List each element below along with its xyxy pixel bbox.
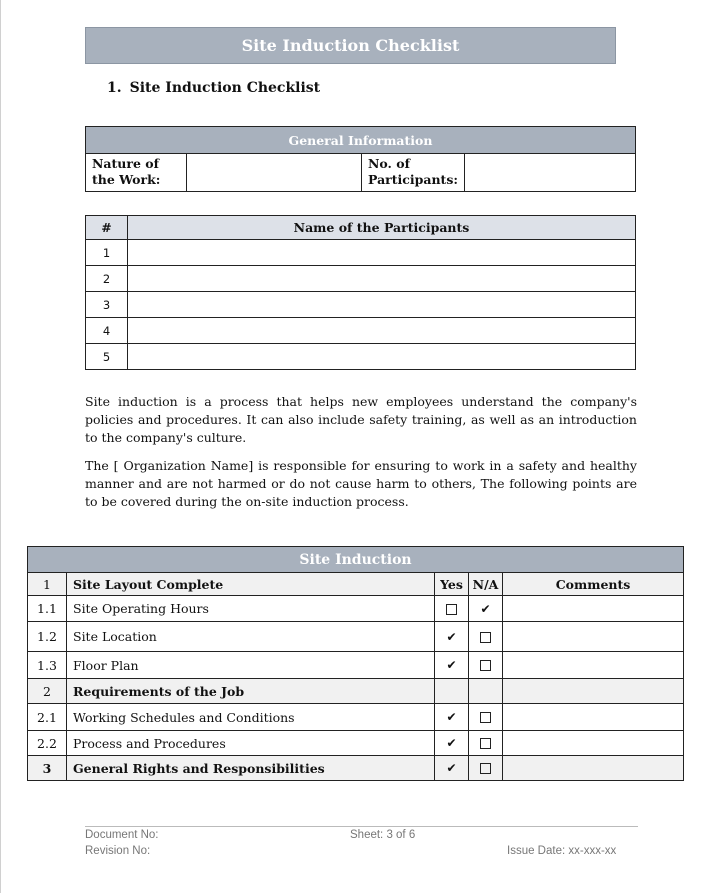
table-row (28, 596, 684, 622)
checkmark-icon[interactable]: ✔ (446, 710, 457, 724)
site-induction-table (27, 546, 684, 781)
table-row (28, 756, 684, 781)
row-item: General Rights and Responsibilities (67, 756, 435, 781)
general-information-table (85, 126, 636, 192)
empty-checkbox-icon[interactable] (446, 604, 457, 615)
page-edge (0, 0, 1, 893)
sheet-number: Sheet: 3 of 6 (350, 829, 416, 841)
document-title-banner: Site Induction Checklist (85, 27, 616, 64)
comments-field[interactable] (503, 622, 684, 652)
na-checkbox-cell[interactable] (469, 652, 503, 679)
participants-name-header: Name of the Participants (128, 216, 636, 240)
participant-index: 3 (86, 292, 128, 318)
participant-index: 1 (86, 240, 128, 266)
table-row (28, 704, 684, 731)
section-number: 1. (107, 80, 122, 96)
participants-count-field[interactable] (464, 154, 635, 192)
checkmark-icon[interactable]: ✔ (446, 761, 457, 775)
checkmark-icon[interactable]: ✔ (446, 736, 457, 750)
row-number: 2.2 (28, 731, 67, 756)
participant-name-field[interactable] (128, 240, 636, 266)
participant-index: 5 (86, 344, 128, 370)
empty-checkbox-icon[interactable] (480, 632, 491, 643)
responsibility-paragraph: The [ Organization Name] is responsible for ensuring to work in a safety and healthy manner and are not harmed or do not cause harm to others, The following points are to be covered during the on-site induction process. (85, 458, 637, 509)
row-item: Site Layout Complete (67, 573, 435, 596)
row-item: Site Operating Hours (67, 596, 435, 622)
participant-index: 2 (86, 266, 128, 292)
na-checkbox-cell[interactable] (469, 596, 503, 622)
checkmark-icon[interactable]: ✔ (480, 601, 491, 616)
empty-checkbox-icon[interactable] (480, 660, 491, 671)
row-item: Floor Plan (67, 652, 435, 679)
table-row (28, 679, 684, 704)
document-number-label: Document No: (85, 829, 159, 841)
table-row (86, 266, 636, 292)
na-checkbox-cell[interactable] (469, 679, 503, 704)
yes-checkbox-cell[interactable] (435, 679, 469, 704)
yes-checkbox-cell[interactable] (435, 652, 469, 679)
checkmark-icon[interactable]: ✔ (446, 629, 457, 644)
row-number: 1.3 (28, 652, 67, 679)
participant-name-field[interactable] (128, 318, 636, 344)
site-induction-title: Site Induction (28, 547, 684, 573)
nature-of-work-field[interactable] (187, 154, 362, 192)
na-column-header: N/A (469, 573, 503, 596)
na-checkbox-cell[interactable] (469, 731, 503, 756)
participants-index-header: # (86, 216, 128, 240)
intro-paragraph: Site induction is a process that helps new employees understand the company's policies and procedures. It can also include safety training, as well as an introduction to the company's culture. (85, 394, 637, 445)
table-row (28, 622, 684, 652)
empty-checkbox-icon[interactable] (480, 738, 491, 749)
table-row (28, 731, 684, 756)
comments-field[interactable] (503, 704, 684, 731)
row-number: 2 (28, 679, 67, 704)
empty-checkbox-icon[interactable] (480, 712, 491, 723)
row-number: 2.1 (28, 704, 67, 731)
table-header-row (28, 573, 684, 596)
checkmark-icon[interactable]: ✔ (446, 658, 457, 672)
row-item: Working Schedules and Conditions (67, 704, 435, 731)
row-number: 1 (28, 573, 67, 596)
na-checkbox-cell[interactable] (469, 704, 503, 731)
comments-field[interactable] (503, 596, 684, 622)
row-number: 3 (28, 756, 67, 781)
yes-checkbox-cell[interactable] (435, 731, 469, 756)
comments-field[interactable] (503, 679, 684, 704)
section-heading-text: Site Induction Checklist (129, 80, 321, 96)
yes-checkbox-cell[interactable] (435, 756, 469, 781)
table-row (86, 292, 636, 318)
table-row (28, 652, 684, 679)
participant-name-field[interactable] (128, 344, 636, 370)
participant-name-field[interactable] (128, 292, 636, 318)
participant-name-field[interactable] (128, 266, 636, 292)
row-item: Requirements of the Job (67, 679, 435, 704)
empty-checkbox-icon[interactable] (480, 763, 491, 774)
na-checkbox-cell[interactable] (469, 622, 503, 652)
footer-divider (85, 826, 638, 827)
revision-number-label: Revision No: (85, 845, 151, 857)
row-item: Process and Procedures (67, 731, 435, 756)
row-item: Site Location (67, 622, 435, 652)
participants-table (85, 215, 636, 370)
table-row (86, 344, 636, 370)
general-information-title: General Information (86, 127, 636, 154)
yes-column-header: Yes (435, 573, 469, 596)
comments-column-header: Comments (503, 573, 684, 596)
row-number: 1.1 (28, 596, 67, 622)
comments-field[interactable] (503, 731, 684, 756)
issue-date: Issue Date: xx-xxx-xx (507, 845, 617, 857)
comments-field[interactable] (503, 652, 684, 679)
na-checkbox-cell[interactable] (469, 756, 503, 781)
section-heading (107, 80, 320, 96)
yes-checkbox-cell[interactable] (435, 704, 469, 731)
participant-index: 4 (86, 318, 128, 344)
yes-checkbox-cell[interactable] (435, 596, 469, 622)
yes-checkbox-cell[interactable] (435, 622, 469, 652)
participants-count-label: No. of Participants: (362, 154, 465, 192)
table-row (86, 240, 636, 266)
comments-field[interactable] (503, 756, 684, 781)
table-row (86, 318, 636, 344)
row-number: 1.2 (28, 622, 67, 652)
nature-of-work-label: Nature of the Work: (86, 154, 187, 192)
